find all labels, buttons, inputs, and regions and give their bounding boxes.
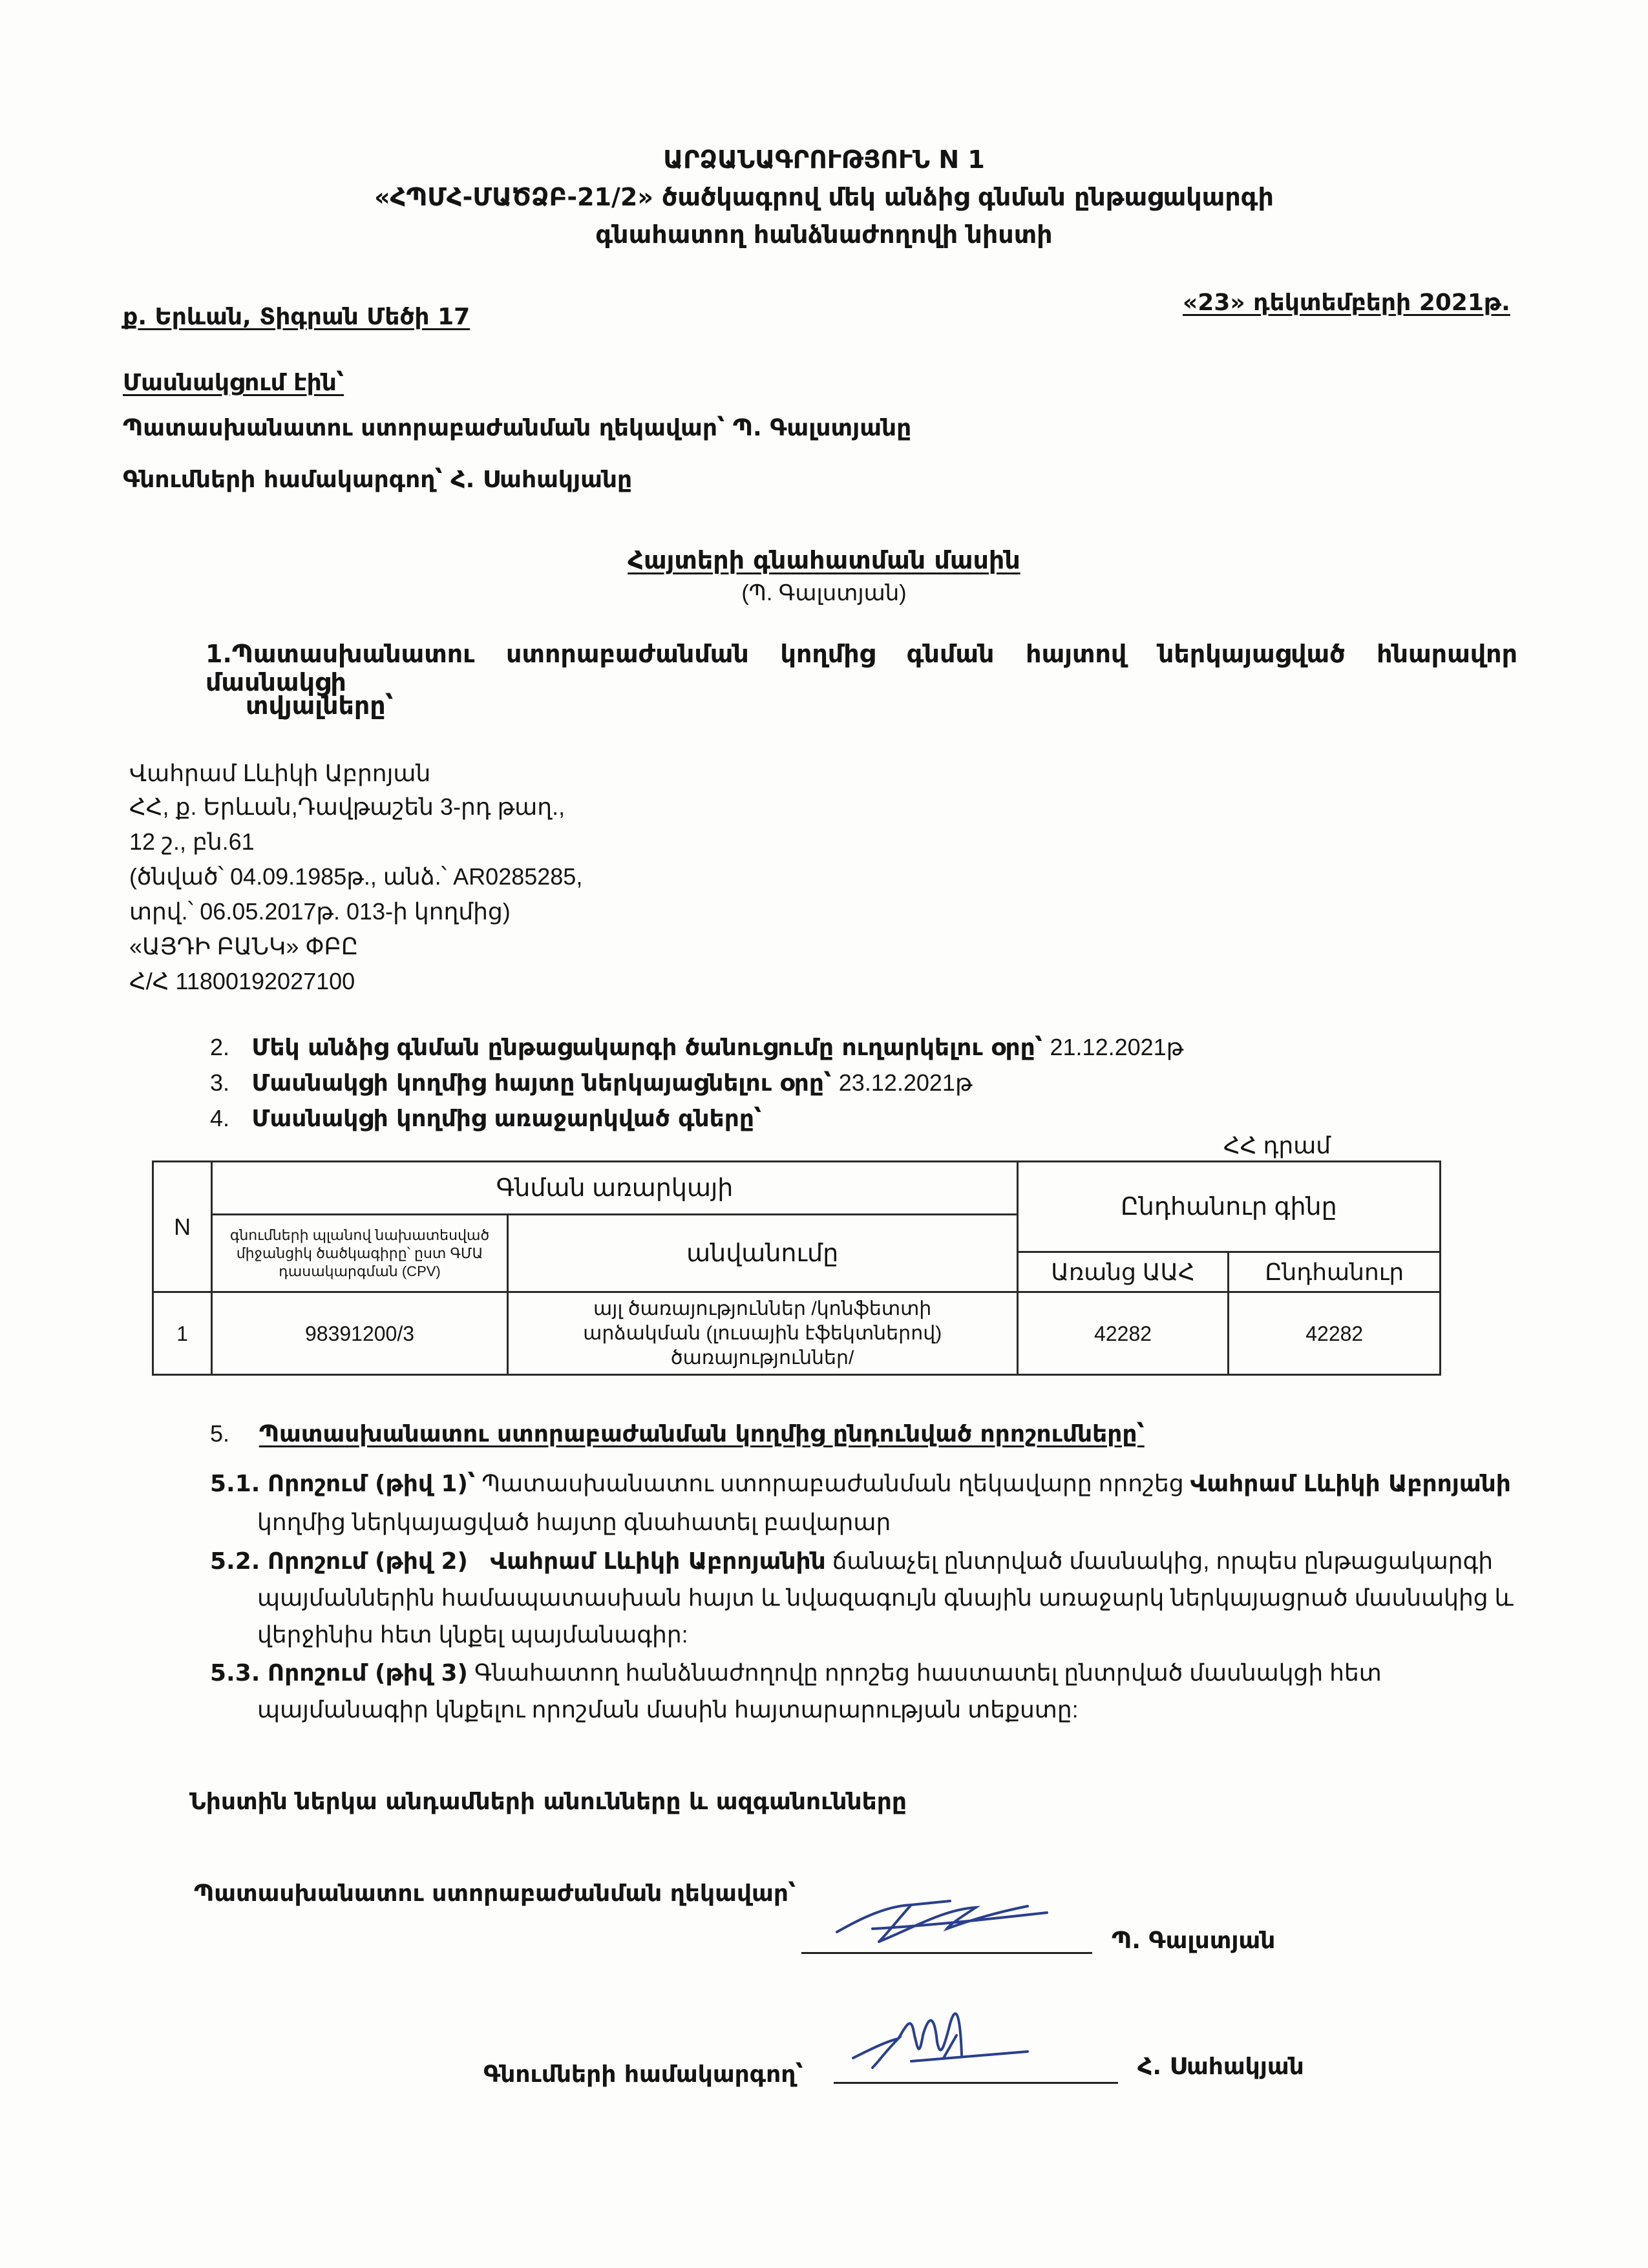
signature-2-name: Հ. Սահակյան xyxy=(1137,2053,1304,2080)
participant-1: Պատասխանատու ստորաբաժանման ղեկավար՝ Պ. Գալստյանը xyxy=(123,415,912,441)
item-5: 5. Պատասխանատու ստորաբաժանման կողմից ընդունված որոշումները՝ xyxy=(210,1420,1145,1447)
members-heading: Նիստին ներկա անդամների անունները և ազգանունները xyxy=(189,1789,907,1815)
decision-2-line3: վերջինիս հետ կնքել պայմանագիր: xyxy=(257,1621,688,1648)
decision-1-line2: կողմից ներկայացված հայտը գնահատել բավարար xyxy=(257,1509,891,1535)
item-4: 4. Մասնակցի կողմից առաջարկված գները՝ xyxy=(210,1105,762,1132)
bidder-address-1: ՀՀ, ք. Երևան,Դավթաշեն 3-րդ թաղ., xyxy=(129,793,565,820)
row-price-no-vat: 42282 xyxy=(1017,1292,1229,1375)
document-title: ԱՐՁԱՆԱԳՐՈՒԹՅՈՒՆ N 1 xyxy=(663,145,985,174)
item-3: 3. Մասնակցի կողմից հայտը ներկայացնելու օրը՝ 23.12.2021թ xyxy=(210,1069,973,1097)
date: «23» դեկտեմբերի 2021թ. xyxy=(1183,289,1510,316)
section-speaker: (Պ. Գալստյան) xyxy=(741,581,907,605)
decision-3: 5.3. Որոշում (թիվ 3) Գնահատող հանձնաժողովը որոշեց հաստատել ընտրված մասնակցի հետ xyxy=(210,1659,1382,1686)
signature-2-mark xyxy=(847,1997,1034,2083)
col-header-total-price: Ընդհանուր գինը xyxy=(1017,1162,1440,1252)
row-price-total: 42282 xyxy=(1229,1292,1441,1375)
signature-1-line xyxy=(801,1952,1092,1954)
col-header-n: N xyxy=(153,1162,212,1292)
decision-2-line2: պայմաններին համապատասխան հայտ և նվազագույն գնային առաջարկ ներկայացրած մասնակից և xyxy=(257,1584,1514,1611)
price-table xyxy=(152,1160,1441,1376)
document-subtitle-2: գնահատող հանձնաժողովի նիստի xyxy=(595,220,1053,249)
participants-heading: Մասնակցում էին՝ xyxy=(123,370,344,396)
col-header-cpv-code: գնումների պլանով նախատեսված միջանցիկ ծածկագիրը՝ ըստ ԳՄԱ դասակարգման (CPV) xyxy=(212,1215,507,1292)
col-header-no-vat: Առանց ԱԱՀ xyxy=(1017,1252,1229,1292)
decision-3-line2: պայմանագիր կնքելու որոշման մասին հայտարարության տեքստը: xyxy=(257,1696,1079,1723)
place: ք. Երևան, Տիգրան Մեծի 17 xyxy=(123,304,470,330)
bidder-account: Հ/Հ 11800192027100 xyxy=(129,968,355,994)
decision-2: 5.2. Որոշում (թիվ 2) Վահրամ Լևիկի Աբրոյանին ճանաչել ընտրված մասնակից, որպես ընթացակարգի xyxy=(210,1548,1494,1575)
decision-1: 5.1. Որոշում (թիվ 1)՝ Պատասխանատու ստորաբաժանման ղեկավարը որոշեց Վահրամ Լևիկի Աբրոյանի xyxy=(210,1470,1511,1497)
item-1-line2: տվյալները՝ xyxy=(246,691,394,720)
col-header-sum: Ընդհանուր xyxy=(1229,1252,1441,1292)
row-name: այլ ծառայություններ /կոնֆետտի արձակման (լուսային էֆեկտներով) ծառայություններ/ xyxy=(507,1292,1017,1375)
signature-1-role: Պատասխանատու ստորաբաժանման ղեկավար՝ xyxy=(194,1880,796,1907)
table-row xyxy=(153,1292,1441,1375)
signature-2-line xyxy=(834,2082,1118,2084)
row-cpv-code: 98391200/3 xyxy=(212,1292,507,1375)
bidder-bank: «ԱՅԴԻ ԲԱՆԿ» ՓԲԸ xyxy=(129,933,359,960)
signature-1-name: Պ. Գալստյան xyxy=(1112,1927,1276,1954)
section-title: Հայտերի գնահատման մասին xyxy=(628,546,1020,574)
item-2: 2. Մեկ անձից գնման ընթացակարգի ծանուցումը ուղարկելու օրը՝ 21.12.2021թ xyxy=(210,1034,1184,1061)
signature-1-mark xyxy=(834,1893,1053,1954)
currency-label: ՀՀ դրամ xyxy=(1223,1132,1331,1159)
item-1-line1: 1.Պատասխանատու ստորաբաժանման կողմից գնման հայտով ներկայացված հնարավոր մասնակցի xyxy=(206,640,1517,697)
col-header-subject: Գնման առարկայի xyxy=(212,1162,1017,1215)
row-n: 1 xyxy=(153,1292,212,1375)
participant-2: Գնումների համակարգող՝ Հ. Սահակյանը xyxy=(123,467,633,493)
document-subtitle: «ՀՊՄՀ-ՄԱԾՁԲ-21/2» ծածկագրով մեկ անձից գնման ընթացակարգի xyxy=(374,183,1274,211)
bidder-issued: տրվ.՝ 06.05.2017թ. 013-ի կողմից) xyxy=(129,898,511,925)
bidder-birth-passport: (ծնված՝ 04.09.1985թ., անձ.՝ AR0285285, xyxy=(129,863,583,890)
bidder-address-2: 12 շ., բն.61 xyxy=(129,828,255,855)
bidder-name: Վահրամ Լևիկի Աբրոյան xyxy=(129,760,431,786)
col-header-name: անվանումը xyxy=(507,1215,1017,1292)
signature-2-role: Գնումների համակարգող՝ xyxy=(483,2061,803,2088)
